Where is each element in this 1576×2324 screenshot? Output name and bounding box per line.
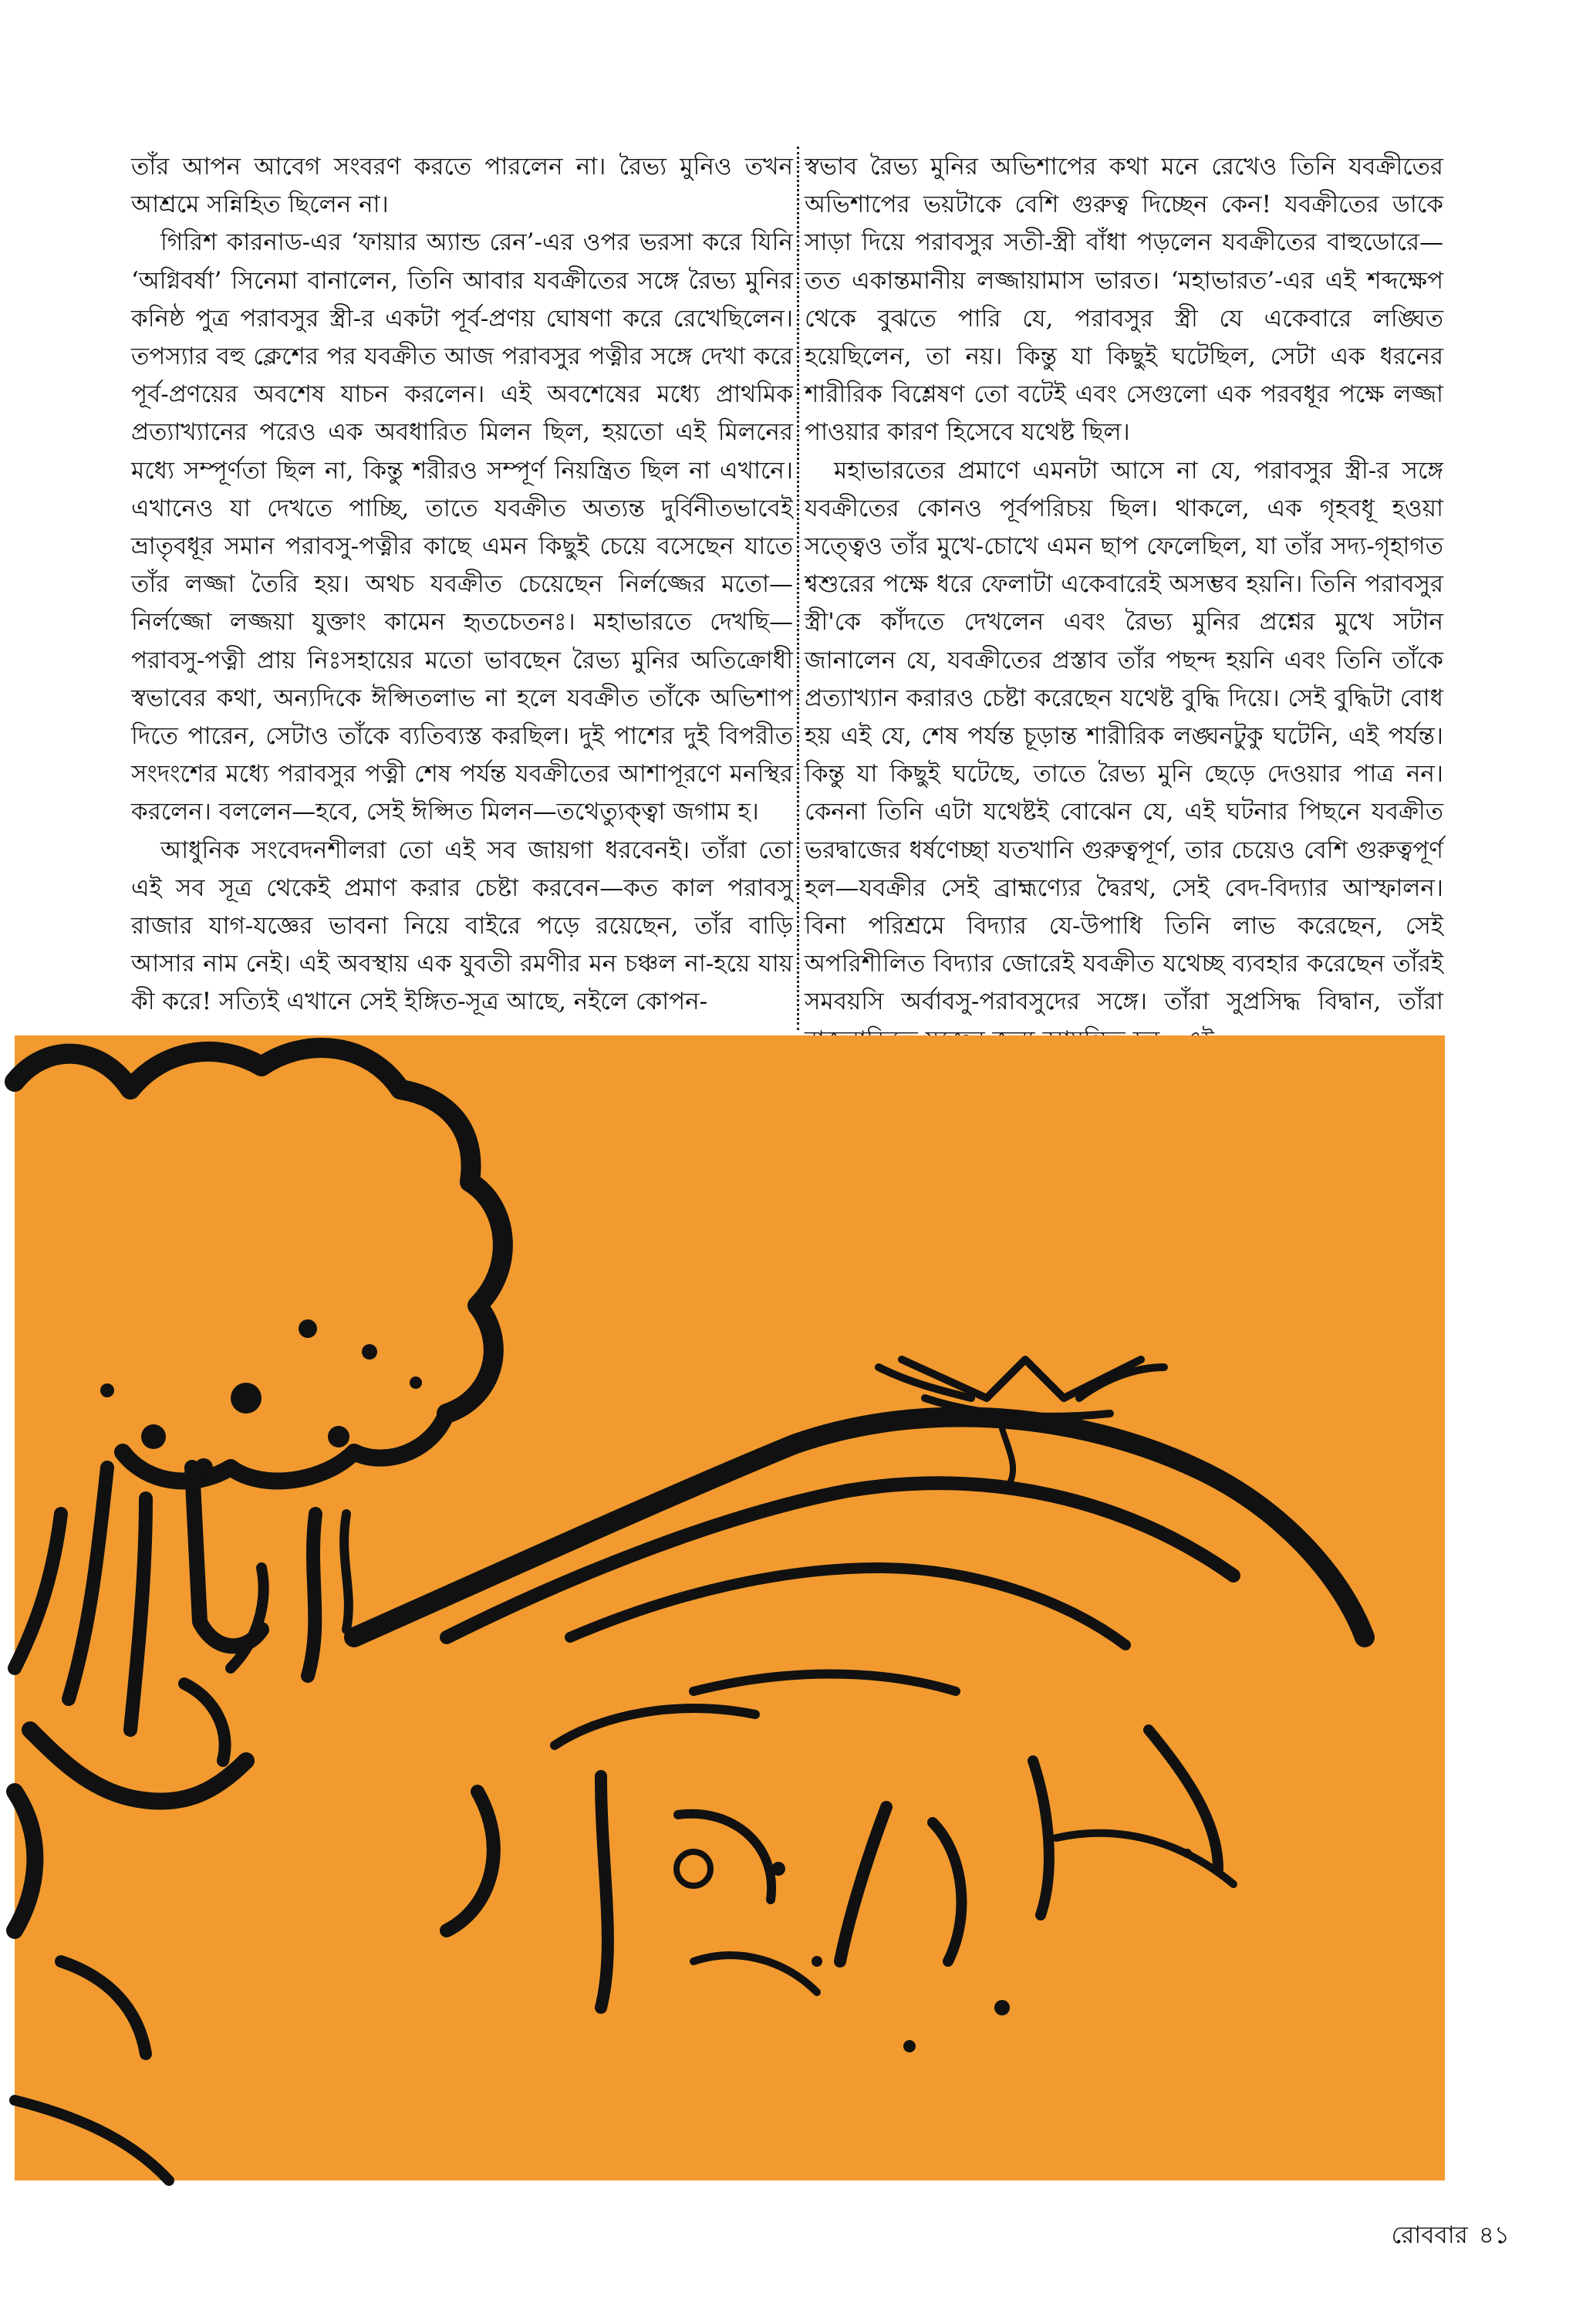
- tree-illustration: [15, 1048, 503, 1930]
- page-number: ৪১: [1478, 2221, 1510, 2249]
- paragraph: মহাভারতের প্রমাণে এমনটা আসে না যে, পরাবসুর স্ত্রী-র সঙ্গে যবক্রীতের কোনও পূর্বপরিচয় ছিল। থাকলে, এক গৃহবধূ হওয়া সত্ত্বেও তাঁর মুখে-চোখে এমন ছাপ ফেলেছিল, যা তাঁর সদ্য-গৃহাগত শ্বশুরের পক্ষে ধরে ফেলাটা একেবারেই অসম্ভব হয়নি। তিনি পরাবসুর স্ত্রী'কে কাঁদতে দেখলেন এবং রৈভ্য মুনির প্রশ্নের মুখে সটান জানালেন যে, যবক্রীতের প্রস্তাব তাঁর পছন্দ হয়নি এবং তিনি তাঁকে প্রত্যাখ্যান করারও চেষ্টা করেছেন যথেষ্ট বুদ্ধি দিয়ে। সেই বুদ্ধিটা বোধ হয় এই যে, শেষ পর্যন্ত চূড়ান্ত শারীরিক লঙ্ঘনটুকু ঘটেনি, এই পর্যন্ত। কিন্তু যা কিছুই ঘটেছে, তাতে রৈভ্য মুনি ছেড়ে দেওয়ার পাত্র নন। কেননা তিনি এটা যথেষ্টই বোঝেন যে, এই ঘটনার পিছনে যবক্রীত ভরদ্বাজের ধর্ষণেচ্ছা যতখানি গুরুত্বপূর্ণ, তার চেয়েও বেশি গুরুত্বপূর্ণ হল—যবক্রীর সেই ব্রাহ্মণ্যের দ্বৈরথ, সেই বেদ-বিদ্যার আস্ফালন। বিনা পরিশ্রমে বিদ্যার যে-উপাধি তিনি লাভ করেছেন, সেই অপরিশীলিত বিদ্যার জোরেই যবক্রীত যথেচ্ছ ব্যবহার করেছেন তাঁরই সমবয়সি অর্বাবসু-পরাবসুদের সঙ্গে। তাঁরা সুপ্রসিদ্ধ বিদ্বান, তাঁরা: [805, 456, 1443, 1016]
- house-illustration: [354, 1417, 1365, 2008]
- paragraph: তাঁর আপন আবেগ সংবরণ করতে পারলেন না। রৈভ্য মুনিও তখন আশ্রমে সন্নিহিত ছিলেন না।: [131, 153, 793, 219]
- article-column-right: [805, 148, 1443, 1026]
- article-column-left: [131, 148, 793, 1026]
- paragraph: আধুনিক সংবেদনশীলরা তো এই সব জায়গা ধরবেনই। তাঁরা তো এই সব সূত্র থেকেই প্রমাণ করার চেষ্টা করবেন—কত কাল পরাবসু রাজার যাগ-যজ্ঞের ভাবনা নিয়ে বাইরে পড়ে রয়েছেন, তাঁর বাড়ি আসার নাম নেই। এই অবস্থায় এক যুবতী রমণীর মন চঞ্চল না-হয়ে যায় কী করে! সত্যিই এখানে সেই ইঙ্গিত-সূত্র আছে, নইলে কোপন-: [131, 836, 793, 1016]
- column-divider: [797, 147, 799, 1030]
- paragraph: গিরিশ কারনাড-এর ‘ফায়ার অ্যান্ড রেন’-এর ওপর ভরসা করে যিনি ‘অগ্নিবর্ষা’ সিনেমা বানালেন, তিনি আবার যবক্রীতের সঙ্গে রৈভ্য মুনির কনিষ্ঠ পুত্র পরাবসুর স্ত্রী-র একটা পূর্ব-প্রণয় ঘোষণা করে রেখেছিলেন। তপস্যার বহু ক্লেশের পর যবক্রীত আজ পরাবসুর পত্নীর সঙ্গে দেখা করে পূর্ব-প্রণয়ের অবশেষ যাচন করলেন। এই অবশেষের মধ্যে প্রাথমিক প্রত্যাখ্যানের পরেও এক অবধারিত মিলন ছিল, হয়তো এই মিলনের মধ্যে সম্পূর্ণতা ছিল না, কিন্তু শরীরও সম্পূর্ণ নিয়ন্ত্রিত ছিল না এখানে। এখানেও যা দেখতে পাচ্ছি, তাতে যবক্রীত অত্যন্ত দুর্বিনীতভাবেই ভ্রাতৃবধূর সমান পরাবসু-পত্নীর কাছে এমন কিছুই চেয়ে বসেছেন যাতে তাঁর লজ্জা তৈরি হয়। অথচ যবক্রীত চেয়েছেন নির্লজ্জের মতো—নির্লজ্জো লজ্জয়া যুক্তাং কামেন হৃতচেতনঃ। মহাভারতে দেখছি—পরাবসু-পত্নী প্রায় নিঃসহায়ের মতো ভাবছেন রৈভ্য মুনির অতিক্রোধী স্বভাবের কথা, অন্যদিকে ঈপ্সিতলাভ না হলে যবক্রীত তাঁকে অভিশাপ দিতে পারেন, সেটাও তাঁকে ব্যতিব্যস্ত করছিল। দুই পাশের দুই বিপরীত সংদংশের মধ্যে পরাবসুর পত্নী শেষ পর্যন্ত যবক্রীতের আশাপূরণে মনস্থির করলেন। বললেন—হবে, সেই ঈপ্সিত মিলন—তথেত্যুক্ত্বা জগাম হ।: [131, 228, 793, 826]
- magazine-name: রোববার: [1391, 2221, 1468, 2249]
- paragraph: স্বভাব রৈভ্য মুনির অভিশাপের কথা মনে রেখেও তিনি যবক্রীতের অভিশাপের ভয়টাকে বেশি গুরুত্ব দিচ্ছেন কেন! যবক্রীতের ডাকে সাড়া দিয়ে পরাবসুর সতী-স্ত্রী বাঁধা পড়লেন যবক্রীতের বাহুডোরে—তত একান্তমানীয় লজ্জায়ামাস ভারত। ‘মহাভারত’-এর এই শব্দক্ষেপ থেকে বুঝতে পারি যে, পরাবসুর স্ত্রী যে একেবারে লঙ্ঘিত হয়েছিলেন, তা নয়। কিন্তু যা কিছুই ঘটেছিল, সেটা এক ধরনের শারীরিক বিশ্লেষণ তো বটেই এবং সেগুলো এক পরবধূর পক্ষে লজ্জা পাওয়ার কারণ হিসেবে যথেষ্ট ছিল।: [805, 153, 1443, 447]
- page-footer: [1392, 2217, 1510, 2257]
- ink-illustration: [15, 1035, 1445, 2180]
